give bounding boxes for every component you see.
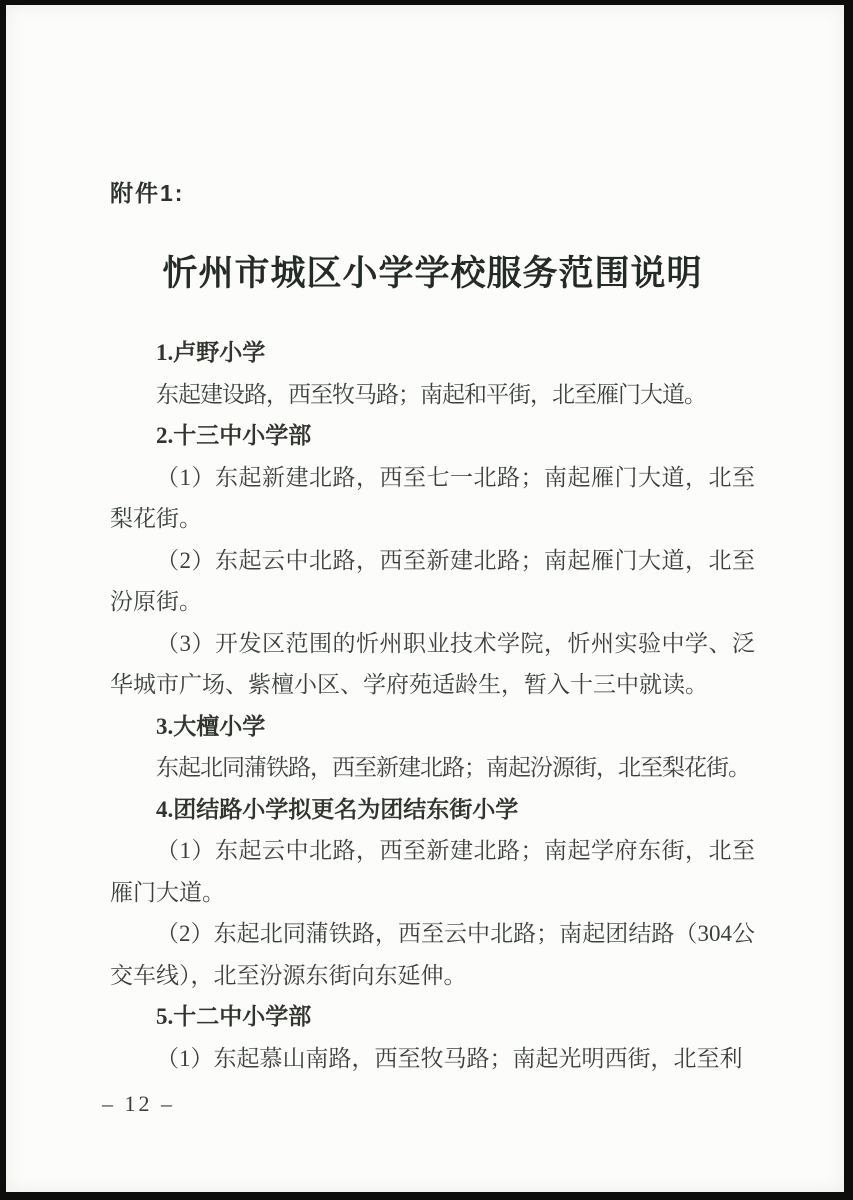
- body-paragraph: （1）东起新建北路，西至七一北路；南起雁门大道，北至梨花街。: [110, 464, 755, 531]
- body-paragraph: （2）东起云中北路，西至新建北路；南起雁门大道，北至汾原街。: [110, 547, 755, 614]
- section-heading: 4.团结路小学拟更名为团结东街小学: [156, 796, 519, 822]
- body-paragraph: 东起北同蒲铁路，西至新建北路；南起汾源街，北至梨花街。: [156, 755, 750, 780]
- section-heading: 1.卢野小学: [156, 340, 266, 365]
- section-heading: 5.十二中小学部: [156, 1004, 312, 1029]
- body-paragraph: （3）开发区范围的忻州职业技术学院，忻州实验中学、泛华城市广场、紫檀小区、学府苑适龄生，暂入十三中就读。: [110, 630, 755, 697]
- page-number: – 12 –: [102, 1091, 175, 1116]
- document-page: [6, 5, 844, 1192]
- attachment-label: 附件1:: [110, 180, 185, 206]
- body-paragraph: （2）东起北同蒲铁路，西至云中北路；南起团结路（304公交车线），北至汾源东街向东延伸。: [110, 921, 755, 988]
- document-title: 忻州市城区小学学校服务范围说明: [162, 254, 703, 293]
- document-body: [110, 332, 755, 1079]
- section-heading: 2.十三中小学部: [156, 423, 312, 448]
- body-paragraph: （1）东起云中北路，西至新建北路；南起学府东街，北至雁门大道。: [110, 838, 755, 905]
- body-paragraph: （1）东起慕山南路，西至牧马路；南起光明西街，北至利: [156, 1045, 743, 1071]
- section-heading: 3.大檀小学: [156, 713, 266, 739]
- body-paragraph: 东起建设路，西至牧马路；南起和平街，北至雁门大道。: [156, 381, 706, 407]
